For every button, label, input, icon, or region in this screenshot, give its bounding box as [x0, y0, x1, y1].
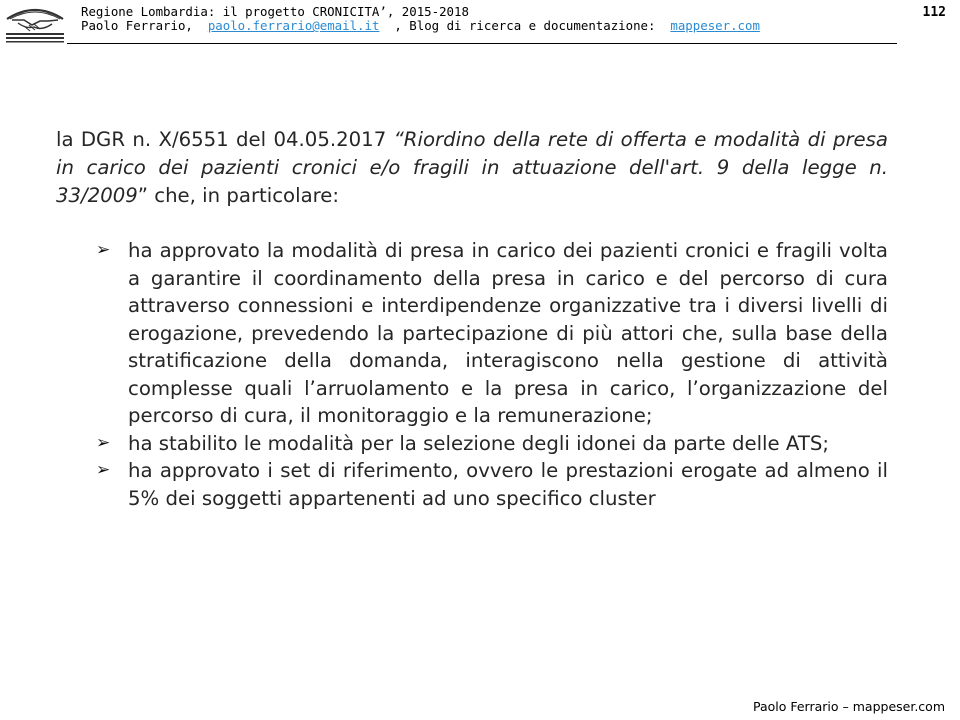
handshake-logo-icon [4, 3, 66, 43]
list-item [56, 457, 888, 512]
intro-plain: la DGR n. X/6551 del 04.05.2017 [56, 128, 394, 151]
slide-footer: Paolo Ferrario – mappeser.com [752, 699, 945, 714]
header-blog-label: , Blog di ricerca e documentazione: [394, 18, 656, 33]
list-item [56, 430, 888, 458]
arrow-bullet-icon: ➢ [96, 432, 111, 453]
intro-tail: ” che, in particolare: [137, 184, 340, 207]
bullet-text: ha stabilito le modalità per la selezione degli idonei da parte delle ATS; [128, 431, 829, 455]
page-number: 112 [922, 5, 946, 20]
arrow-bullet-icon: ➢ [96, 240, 111, 260]
email-link[interactable]: paolo.ferrario@email.it [207, 18, 380, 33]
intro-italic-title: “Riordino della rete di offerta e modalità di presa in carico dei pazienti cronici e/o fragili in attuazione dell'art. 9 della legge n. 33/2009 [56, 128, 888, 207]
header-author: Paolo Ferrario, [81, 18, 193, 33]
bullet-list [56, 237, 888, 512]
slide-header [81, 5, 760, 33]
bullet-text: ha approvato i set di riferimento, ovvero le prestazioni erogate ad almeno il 5% dei soggetti appartenenti ad uno specifico cluster [128, 459, 888, 510]
blog-link[interactable]: mappeser.com [670, 18, 760, 33]
header-author-line [81, 19, 760, 33]
arrow-bullet-icon: ➢ [96, 460, 111, 480]
header-divider [67, 43, 897, 44]
list-item [56, 237, 888, 430]
header-title: Regione Lombardia: il progetto CRONICITA’, 2015-2018 [81, 4, 469, 19]
bullet-text: ha approvato la modalità di presa in carico dei pazienti cronici e fragili volta a garantire il coordinamento della presa in carico e del percorso di cura attraverso connessioni e interdipendenze organizzative tra i diversi livelli di erogazione, prevedendo la partecipazione di più attori che, sulla base della stratificazione della domanda, interagiscono nella gestione di attività complesse quali l’arruolamento e la presa in carico, l’organizzazione del percorso di cura, il monitoraggio e la remunerazione; [128, 239, 888, 427]
intro-paragraph [56, 126, 888, 210]
slide-body [56, 126, 888, 512]
